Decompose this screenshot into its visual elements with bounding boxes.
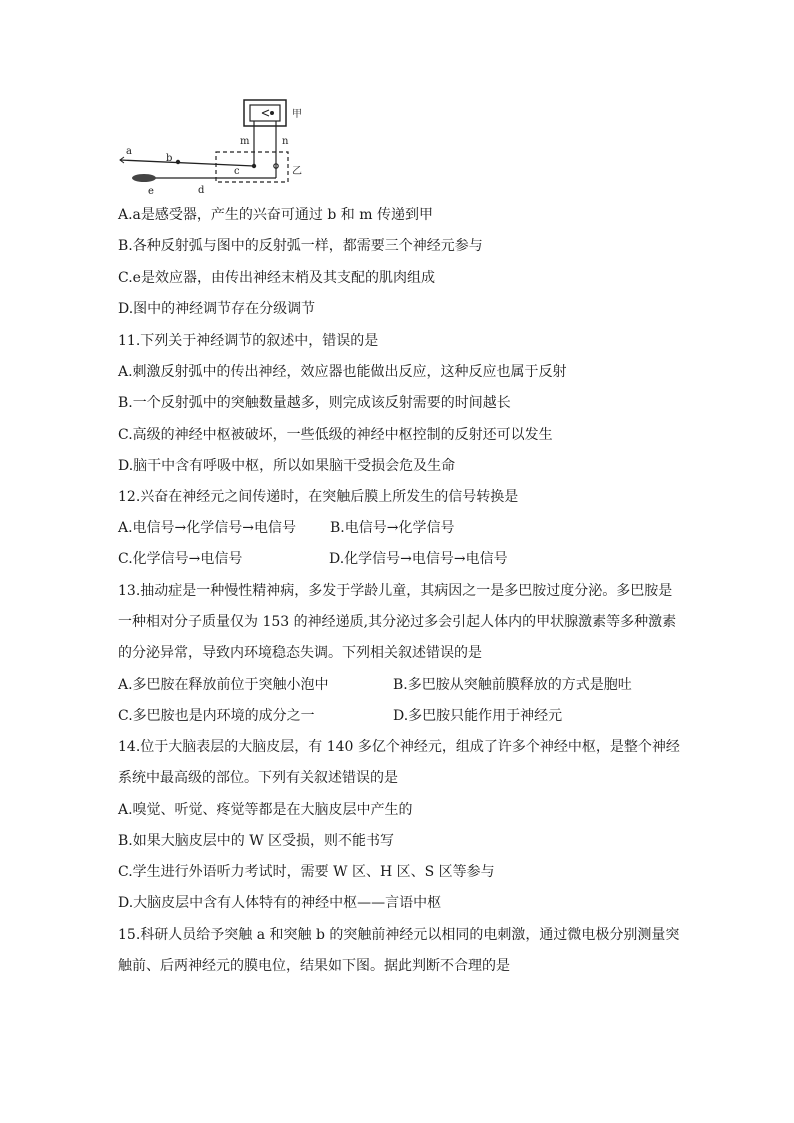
q12-option-c: C.化学信号→电信号 xyxy=(118,551,243,567)
label-yi: 乙 xyxy=(292,166,302,177)
q13-option-a: A.多巴胺在释放前位于突触小泡中 xyxy=(118,677,329,693)
label-n: n xyxy=(282,136,289,147)
synapse-dot xyxy=(252,164,256,168)
q14-stem-line2: 系统中最高级的部位。下列有关叙述错误的是 xyxy=(118,770,398,786)
label-b: b xyxy=(166,153,173,164)
q13-option-b: B.多巴胺从突触前膜释放的方式是胞吐 xyxy=(393,677,632,693)
q11-stem: 11.下列关于神经调节的叙述中，错误的是 xyxy=(118,333,379,349)
q11-option-a: A.刺激反射弧中的传出神经，效应器也能做出反应，这种反应也属于反射 xyxy=(118,364,567,380)
q13-option-c: C.多巴胺也是内环境的成分之一 xyxy=(118,708,315,724)
label-d: d xyxy=(198,185,205,196)
center-jia-inner-box xyxy=(250,105,280,121)
q14-option-d: D.大脑皮层中含有人体特有的神经中枢——言语中枢 xyxy=(118,895,442,911)
q14-stem-line1: 14.位于大脑表层的大脑皮层，有 140 多亿个神经元，组成了许多个神经中枢，是整个神经 xyxy=(118,739,680,755)
muscle-effector-icon xyxy=(132,174,156,182)
q10-option-a: A.a是感受器，产生的兴奋可通过 b 和 m 传递到甲 xyxy=(118,207,433,223)
label-jia: 甲 xyxy=(292,109,302,120)
label-m: m xyxy=(240,136,250,147)
q14-option-c: C.学生进行外语听力考试时，需要 W 区、H 区、S 区等参与 xyxy=(118,864,495,880)
q11-option-c: C.高级的神经中枢被破坏，一些低级的神经中枢控制的反射还可以发生 xyxy=(118,427,553,443)
q15-stem-line2: 触前、后两神经元的膜电位，结果如下图。据此判断不合理的是 xyxy=(118,958,510,974)
q12-option-d: D.化学信号→电信号→电信号 xyxy=(329,551,508,567)
arrow-icon xyxy=(262,110,269,116)
q10-option-d: D.图中的神经调节存在分级调节 xyxy=(118,301,316,317)
label-c: c xyxy=(234,166,240,177)
q14-option-b: B.如果大脑皮层中的 W 区受损，则不能书写 xyxy=(118,833,395,849)
q10-option-c: C.e是效应器，由传出神经末梢及其支配的肌肉组成 xyxy=(118,270,435,286)
label-e: e xyxy=(148,186,154,196)
q12-option-b: B.电信号→化学信号 xyxy=(330,520,455,536)
q13-stem-line2: 一种相对分子质量仅为 153 的神经递质,其分泌过多会引起人体内的甲状腺激素等多种激素 xyxy=(118,614,677,630)
reflex-arc-diagram xyxy=(112,96,312,196)
q12-option-a: A.电信号→化学信号→电信号 xyxy=(118,520,297,536)
q11-option-b: B.一个反射弧中的突触数量越多，则完成该反射需要的时间越长 xyxy=(118,395,511,411)
q14-option-a: A.嗅觉、听觉、疼觉等都是在大脑皮层中产生的 xyxy=(118,802,413,818)
ganglion-dot xyxy=(176,160,180,164)
q13-option-d: D.多巴胺只能作用于神经元 xyxy=(393,708,563,724)
q13-stem-line3: 的分泌异常，导致内环境稳态失调。下列相关叙述错误的是 xyxy=(118,645,482,661)
q10-option-b: B.各种反射弧与图中的反射弧一样，都需要三个神经元参与 xyxy=(118,238,483,254)
q15-stem-line1: 15.科研人员给予突触 a 和突触 b 的突触前神经元以相同的电刺激，通过微电极分别测量突 xyxy=(118,927,680,943)
q12-stem: 12.兴奋在神经元之间传递时，在突触后膜上所发生的信号转换是 xyxy=(118,489,519,505)
label-a: a xyxy=(126,146,132,157)
synapse-dot xyxy=(270,111,274,115)
q13-stem-line1: 13.抽动症是一种慢性精神病，多发于学龄儿童，其病因之一是多巴胺过度分泌。多巴胺是 xyxy=(118,583,673,599)
q11-option-d: D.脑干中含有呼吸中枢，所以如果脑干受损会危及生命 xyxy=(118,458,456,474)
